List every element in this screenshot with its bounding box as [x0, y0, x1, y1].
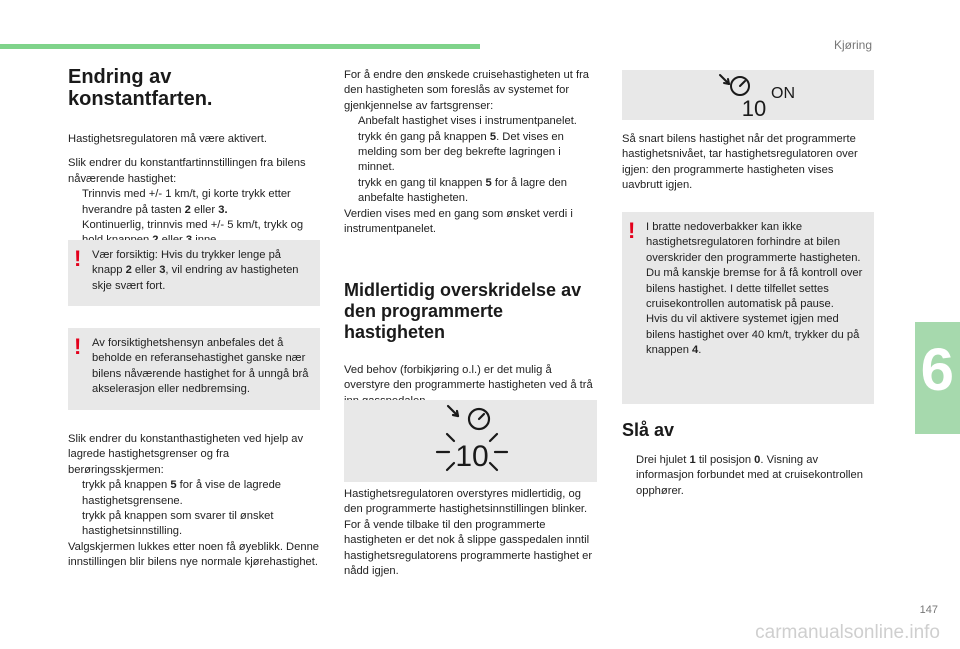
bullet-icon: [622, 453, 636, 499]
page-number: 147: [919, 604, 938, 616]
paragraph: Valgskjermen lukkes etter noen få øyeblikk. Denne innstillingen blir bilens nye normale kjørehastighet.: [68, 540, 320, 569]
speed-value: 10: [455, 440, 489, 473]
bullet-item: trykk en gang til knappen 5 for å lagre den anbefalte hastigheten.: [344, 176, 600, 207]
warning-text: Av forsiktighetshensyn anbefales det å beholde en referansehastighet ganske nær bilens nåværende hastighet for å unngå brå akselerasjon eller nedbremsing.: [92, 337, 309, 396]
warning-box: [68, 240, 320, 306]
bullet-icon: [68, 478, 82, 509]
warning-icon: !: [74, 246, 82, 271]
speed-display-figure: [344, 400, 597, 482]
bullet-item: Drei hjulet 1 til posisjon 0. Visning av informasjon forbundet med at cruisekontrollen opphører.: [622, 453, 876, 499]
paragraph: Verdien vises med en gang som ønsket verdi i instrumentpanelet.: [344, 207, 573, 236]
bullet-icon: [344, 176, 358, 207]
warning-box: [622, 212, 874, 404]
paragraph: Hastighetsregulatoren overstyres midlertidig, og den programmerte hastighetsinnstillingen blinker.: [344, 488, 588, 516]
watermark: carmanualsonline.info: [755, 622, 940, 643]
column-2-lower: [344, 487, 600, 588]
speedometer-blink-icon: [344, 400, 597, 482]
column-1: [68, 66, 320, 249]
warning-text: I bratte nedoverbakker kan ikke hastighetsregulatoren forhindre at bilen overskrider den programmerte hastigheten. Du må kanskje bremse for å få kontroll over bilens hastighet. I dette tilfellet settes cruisekontrollen automatisk på pause. Hvis du vil aktivere systemet igjen med bilens hastighet over 40 km/t, trykker du på knappen 4.: [646, 221, 863, 357]
bullet-item: trykk på knappen 5 for å vise de lagrede hastighetsgrensene.: [68, 478, 320, 509]
speed-value: 10: [741, 96, 767, 120]
bullet-item: trykk én gang på knappen 5. Det vises en melding som ber deg bekrefte lagringen i minnet.: [344, 130, 600, 176]
paragraph: Så snart bilens hastighet når det programmerte hastighetsnivået, tar hastighetsregulatoren over igjen: den programmerte hastigheten vises uavbrutt igjen.: [622, 133, 858, 192]
heading-endring: Endring av konstantfarten.: [68, 66, 213, 110]
warning-box: [68, 328, 320, 410]
warning-icon: !: [74, 334, 82, 359]
bullet-item: trykk på knappen som svarer til ønsket hastighetsinnstilling.: [68, 509, 320, 540]
bullet-icon: [68, 187, 82, 218]
heading-sla-av: Slå av: [622, 420, 675, 440]
warning-icon: !: [628, 218, 636, 243]
column-3: [622, 132, 876, 203]
cruise-on-figure: [622, 70, 874, 120]
bullet-item: Anbefalt hastighet vises i instrumentpanelet.: [344, 114, 600, 129]
chapter-number: 6: [920, 336, 954, 403]
on-label: ON: [771, 85, 795, 102]
top-accent-bar: [0, 44, 480, 49]
paragraph: Slik endrer du konstantfartinnstillingen fra bilens nåværende hastighet:: [68, 157, 306, 185]
bullet-icon: [344, 114, 358, 129]
paragraph: Slik endrer du konstanthastigheten ved hjelp av lagrede hastighetsgrenser og fra berøringsskjermen:: [68, 433, 304, 476]
bullet-icon: [344, 130, 358, 176]
bullet-item: Kontinuerlig, trinnvis med +/- 5 km/t, trykk og: [68, 218, 320, 249]
paragraph: For å vende tilbake til den programmerte hastigheten er det nok å slippe gasspedalen inntil hastighetsregulatorens programmerte hastighet er nådd igjen.: [344, 518, 593, 578]
bullet-item: Trinnvis med +/- 1 km/t, gi korte trykk etter hverandre på tasten 2 eller 3.: [68, 187, 320, 218]
column-2-section: [344, 280, 600, 418]
paragraph: Hastighetsregulatoren må være aktivert.: [68, 133, 267, 145]
section-title: Kjøring: [833, 38, 872, 52]
column-3-section: [622, 420, 876, 499]
paragraph: Ved behov (forbikjøring o.l.) er det mulig å overstyre den programmerte hastigheten ved å trå: [344, 364, 593, 392]
column-1-lower: [68, 432, 320, 580]
warning-text: Vær forsiktig: Hvis du trykker lenge på knapp 2 eller 3, vil endring av hastigheten skje svært fort.: [92, 249, 299, 292]
speedometer-on-icon: [622, 70, 874, 120]
bullet-icon: [68, 509, 82, 540]
heading-midlertidig: Midlertidig overskridelse av den programmerte hastigheten: [344, 280, 582, 342]
paragraph: For å endre den ønskede cruisehastigheten ut fra den hastigheten som foreslås av systemet for gjenkjennelse av fartsgrenser:: [344, 69, 590, 112]
column-2: [344, 68, 600, 246]
